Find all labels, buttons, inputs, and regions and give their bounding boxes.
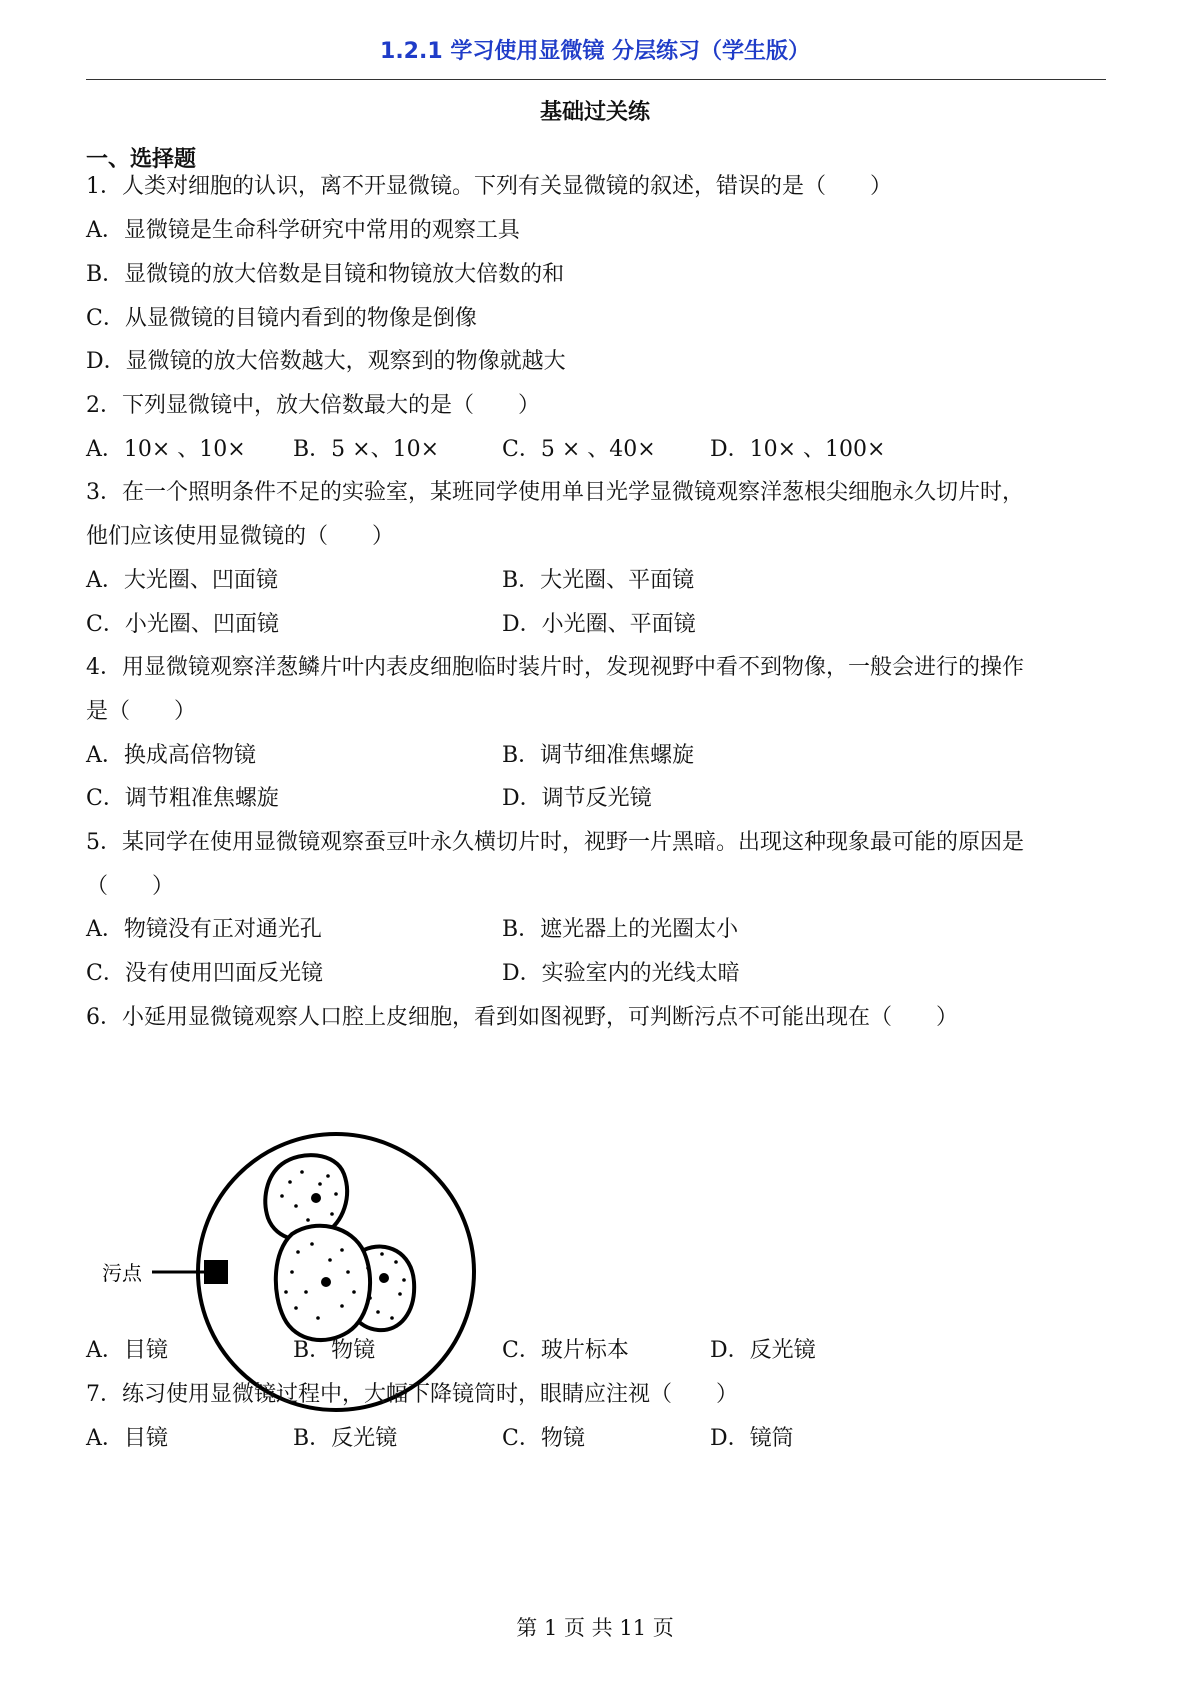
question-6-stem: 6．小延用显微镜观察人口腔上皮细胞，看到如图视野，可判断污点不可能出现在（ ） — [86, 1005, 959, 1030]
question-2-stem: 2．下列显微镜中，放大倍数最大的是（ ） — [86, 393, 540, 418]
question-4-option-b[interactable]: B．调节细准焦螺旋 — [502, 743, 695, 768]
question-6-option-c[interactable]: C．玻片标本 — [502, 1338, 629, 1363]
section-subtitle: 基础过关练 — [539, 100, 650, 125]
document-title: 1.2.1 学习使用显微镜 分层练习（学生版） — [380, 39, 810, 64]
question-4-option-d[interactable]: D．调节反光镜 — [502, 786, 652, 811]
question-5-option-a[interactable]: A．物镜没有正对通光孔 — [86, 917, 322, 942]
question-4-option-a[interactable]: A．换成高倍物镜 — [86, 743, 256, 768]
question-2-option-d[interactable]: D．10× 、100× — [710, 437, 886, 462]
nucleus-top — [311, 1193, 321, 1203]
page-number-footer: 第 1 页 共 11 页 — [516, 1616, 674, 1640]
question-1-option-d[interactable]: D．显微镜的放大倍数越大，观察到的物像就越大 — [86, 349, 566, 374]
question-5-option-b[interactable]: B．遮光器上的光圈太小 — [502, 917, 739, 942]
question-5-option-c[interactable]: C．没有使用凹面反光镜 — [86, 961, 323, 986]
question-3-option-a[interactable]: A．大光圈、凹面镜 — [86, 568, 278, 593]
question-4-stem-line-1: 4．用显微镜观察洋葱鳞片叶内表皮细胞临时装片时，发现视野中看不到物像，一般会进行的操作 — [86, 655, 1025, 680]
section-heading: 一、选择题 — [86, 147, 197, 172]
field-of-view-diagram — [96, 1122, 486, 1422]
question-3-stem-line-1: 3．在一个照明条件不足的实验室，某班同学使用单目光学显微镜观察洋葱根尖细胞永久切片时， — [86, 480, 1025, 505]
question-1-option-a[interactable]: A．显微镜是生命科学研究中常用的观察工具 — [86, 218, 520, 243]
nucleus-center — [321, 1277, 331, 1287]
question-4-stem-line-2: 是（ ） — [86, 699, 197, 724]
question-3-option-b[interactable]: B．大光圈、平面镜 — [502, 568, 695, 593]
header-divider — [86, 79, 1106, 80]
question-3-stem-line-2: 他们应该使用显微镜的（ ） — [86, 524, 395, 549]
question-5-stem-line-1: 5．某同学在使用显微镜观察蚕豆叶永久横切片时，视野一片黑暗。出现这种现象最可能的原因是 — [86, 830, 1025, 855]
question-2-option-b[interactable]: B．5 ×、10× — [293, 437, 440, 462]
question-3-option-c[interactable]: C．小光圈、凹面镜 — [86, 612, 279, 637]
nucleus-right — [379, 1273, 389, 1283]
question-4-option-c[interactable]: C．调节粗准焦螺旋 — [86, 786, 279, 811]
microscope-field-figure — [96, 1122, 486, 1422]
question-3-option-d[interactable]: D．小光圈、平面镜 — [502, 612, 696, 637]
question-6-option-b[interactable]: B．物镜 — [293, 1338, 376, 1363]
question-5-option-d[interactable]: D．实验室内的光线太暗 — [502, 961, 740, 986]
question-7-option-c[interactable]: C．物镜 — [502, 1426, 585, 1451]
question-2-option-a[interactable]: A．10× 、10× — [86, 437, 246, 462]
dirt-spot-square — [204, 1260, 228, 1284]
question-7-option-d[interactable]: D．镜筒 — [710, 1426, 794, 1451]
dirt-spot-label: 污点 — [102, 1261, 142, 1285]
question-1-option-b[interactable]: B．显微镜的放大倍数是目镜和物镜放大倍数的和 — [86, 262, 565, 287]
question-6-option-d[interactable]: D．反光镜 — [710, 1338, 816, 1363]
question-7-stem: 7．练习使用显微镜过程中，大幅下降镜筒时，眼睛应注视（ ） — [86, 1382, 738, 1407]
question-7-option-b[interactable]: B．反光镜 — [293, 1426, 398, 1451]
question-2-option-c[interactable]: C．5 × 、40× — [502, 437, 656, 462]
question-1-stem: 1．人类对细胞的认识，离不开显微镜。下列有关显微镜的叙述，错误的是（ ） — [86, 174, 892, 199]
question-5-stem-line-2: （ ） — [86, 874, 175, 899]
question-7-option-a[interactable]: A．目镜 — [86, 1426, 168, 1451]
question-6-option-a[interactable]: A．目镜 — [86, 1338, 168, 1363]
question-1-option-c[interactable]: C．从显微镜的目镜内看到的物像是倒像 — [86, 306, 477, 331]
